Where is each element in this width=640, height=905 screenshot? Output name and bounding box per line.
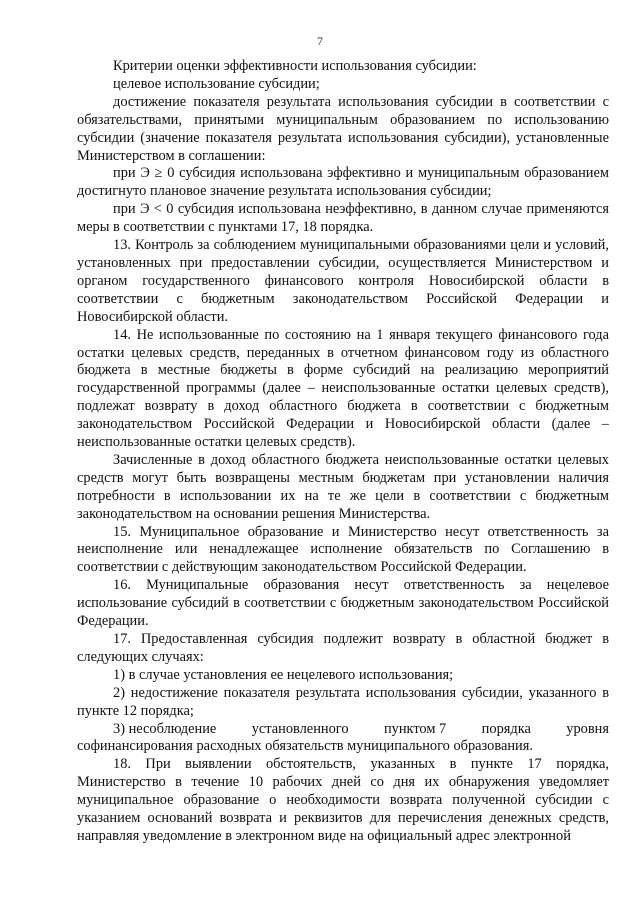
paragraph-indicator-achievement: достижение показателя результата использования субсидии в соответствии с обязательствами, принятыми муниципальным образованием по использованию субсидии (значение показателя результата использования субсидии), установленные Министерством в соглашении: (77, 93, 609, 164)
paragraph-target-use: целевое использование субсидии; (113, 75, 320, 92)
paragraph-item-15: 15. Муниципальное образование и Министерство несут ответственность за неисполнение или ненадлежащее исполнение обязательств по Соглашению в соответствии с действующим законодательством Российской Федерации. (77, 523, 609, 576)
paragraph-item-16: 16. Муниципальные образования несут ответственность за нецелевое использование субсидий в соответствии с бюджетным законодательством Российской Федерации. (77, 577, 609, 630)
paragraph-criteria-heading: Критерии оценки эффективности использования субсидии: (113, 58, 477, 74)
page-number: 7 (317, 34, 323, 48)
case-3-word: пунктом 7 (383, 720, 447, 737)
paragraph-item-14: 14. Не использованные по состоянию на 1 января текущего финансового года остатки целевых средств, переданных в отчетном финансовом году из областного бюджета в местные бюджеты в форме субсидий на реализацию мероприятий государственной программы (далее – неиспользованные остатки целевых средств), подлежат возврату в доход областного бюджета в соответствии с бюджетным законодательством Российской Федерации и Новосибирской области (далее – неиспользованные остатки целевых средств). (77, 326, 609, 451)
paragraph-item-17-case-1: 1) в случае установления ее нецелевого использования; (113, 666, 454, 683)
paragraph-item-17-case-2: 2) недостижение показателя результата использования субсидии, указанного в пункте 12 порядка; (77, 684, 609, 719)
paragraph-item-17-case-3-continuation: софинансирования расходных обязательств муниципального образования. (77, 738, 533, 755)
paragraph-item-17: 17. Предоставленная субсидия подлежит возврату в областной бюджет в следующих случаях: (77, 631, 609, 665)
paragraph-item-18: 18. При выявлении обстоятельств, указанных в пункте 17 порядка, Министерство в течение 10 рабочих дней со дня их обнаружения уведомляет муниципальное образование о необходимости возврата полученной субсидии с указанием оснований возврата и реквизитов для перечисления денежных средств, направляя уведомление в электронном виде на официальный адрес электронной (77, 756, 609, 844)
paragraph-inefficient-case: при Э < 0 субсидия использована неэффективно, в данном случае применяются меры в соответствии с пунктами 17, 18 порядка. (77, 201, 609, 236)
case-3-word: установленного (251, 720, 349, 737)
case-3-word: 3) несоблюдение (113, 720, 217, 737)
paragraph-item-17-case-3 (77, 721, 609, 739)
case-3-word: уровня (566, 720, 609, 737)
case-3-word: порядка (481, 720, 531, 737)
document-body (77, 58, 609, 846)
paragraph-item-13: 13. Контроль за соблюдением муниципальными образованиями цели и условий, установленных при предоставлении субсидии, осуществляется Министерством и органом государственного финансового контроля Новосибирской области в соответствии с бюджетным законодательством Российской Федерации и Новосибирской области. (77, 237, 609, 325)
paragraph-returned-balances: Зачисленные в доход областного бюджета неиспользованные остатки целевых средств могут быть возвращены местным бюджетам при установлении наличия потребности в использовании их на те же цели в соответствии с бюджетным законодательством на основании решения Министерства. (77, 451, 609, 522)
paragraph-efficient-case: при Э ≥ 0 субсидия использована эффективно и муниципальным образованием достигнуто плановое значение результата использования субсидии; (77, 165, 609, 200)
